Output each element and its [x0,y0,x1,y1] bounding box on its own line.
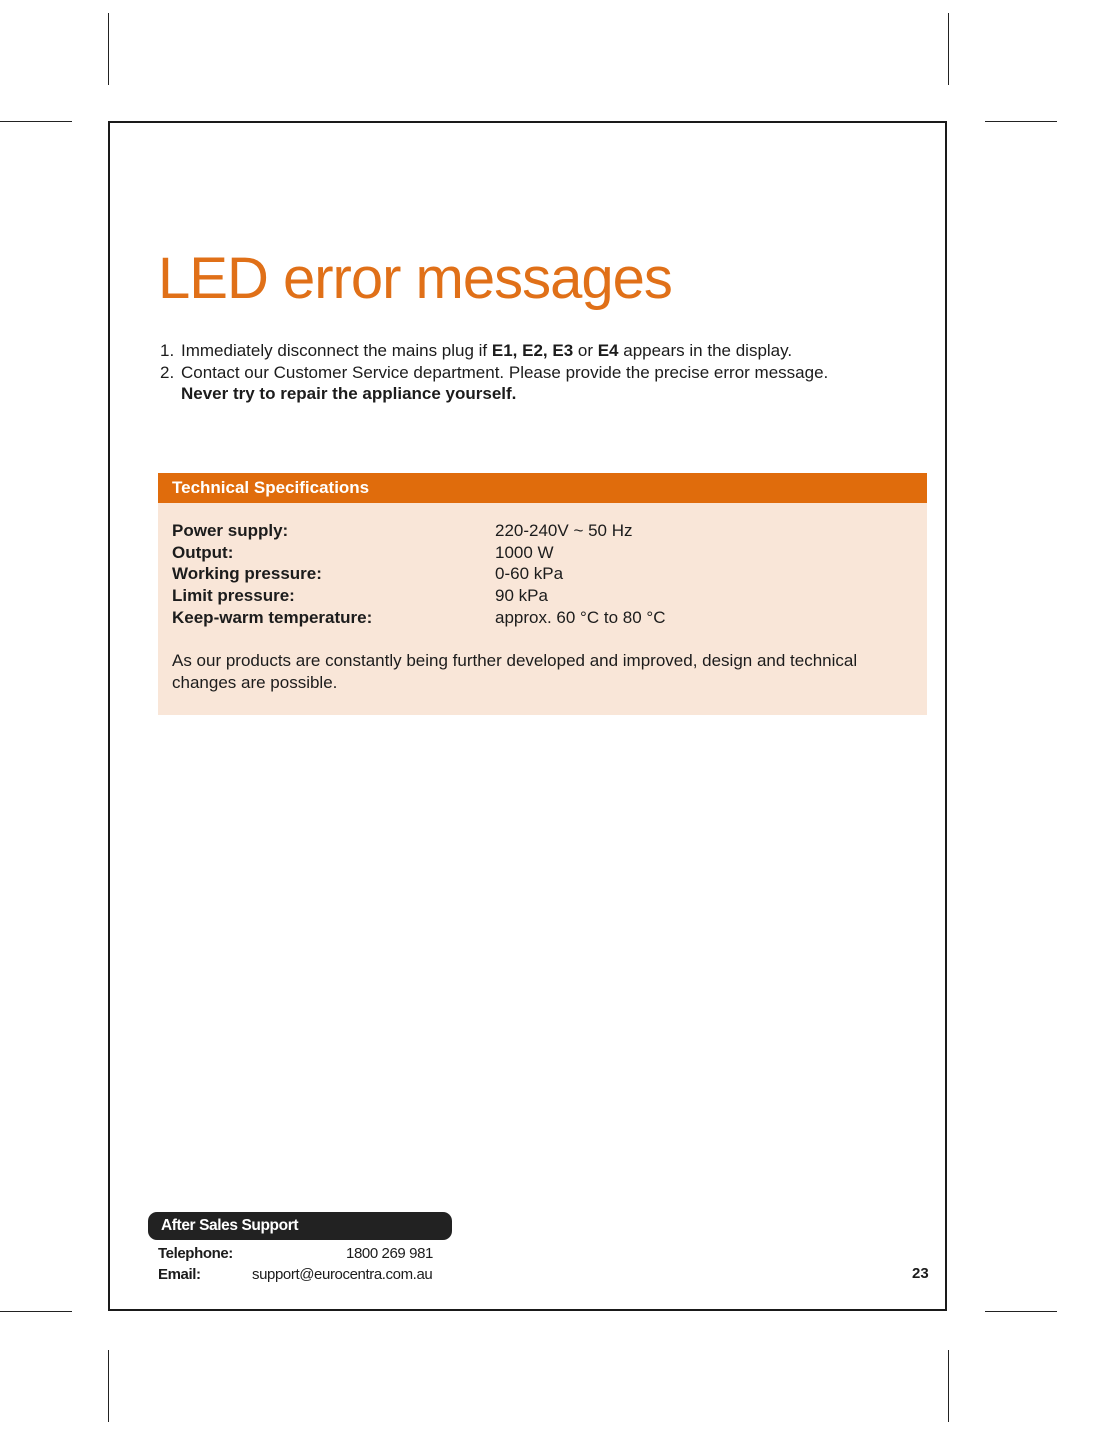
error-code: E4 [597,341,619,360]
instruction-number: 2. [160,362,175,382]
spec-row [172,585,665,607]
instruction-text: appears in the display. [618,341,793,360]
spec-value: 220-240V ~ 50 Hz [495,521,633,540]
spec-header: Technical Specifications [158,473,927,503]
crop-mark [108,13,109,85]
crop-mark [0,1311,72,1312]
page-title: LED error messages [158,246,672,311]
error-instructions-list [160,340,828,405]
instruction-item [160,362,828,405]
support-telephone [158,1245,433,1263]
repair-warning: Never try to repair the appliance yourself. [181,384,517,403]
telephone-label: Telephone: [158,1245,233,1262]
instruction-item [160,340,828,362]
spec-row [172,520,665,542]
instruction-text: Contact our Customer Service department. Please provide the precise error message. [181,362,829,382]
spec-value: 90 kPa [495,586,548,606]
email-value: support@eurocentra.com.au [252,1266,433,1283]
crop-mark [985,1311,1057,1312]
support-email [158,1266,433,1284]
crop-mark [0,121,72,122]
spec-note: As our products are constantly being further developed and improved, design and technical changes are possible. [172,651,858,692]
crop-mark [985,121,1057,122]
spec-value: approx. 60 °C to 80 °C [495,607,666,627]
spec-label: Keep-warm temperature: [172,607,373,627]
crop-mark [948,1350,949,1422]
instruction-text: or [573,341,598,360]
page-number: 23 [912,1265,929,1282]
spec-label: Working pressure: [172,564,322,584]
spec-row [172,542,665,564]
spec-label: Output: [172,542,234,562]
spec-value: 0-60 kPa [495,564,564,584]
crop-mark [948,13,949,85]
telephone-value: 1800 269 981 [346,1245,433,1262]
error-codes: E1, E2, E3 [491,341,574,360]
technical-specifications-panel [158,473,927,715]
after-sales-support-badge: After Sales Support [148,1212,452,1240]
spec-value: 1000 W [495,542,554,562]
instruction-number: 1. [160,341,175,360]
crop-mark [108,1350,109,1422]
instruction-text: Immediately disconnect the mains plug if [181,341,492,360]
email-label: Email: [158,1266,201,1283]
spec-row [172,563,665,585]
spec-label: Limit pressure: [172,586,295,606]
spec-label: Power supply: [172,521,289,540]
spec-table [172,520,665,629]
spec-row [172,607,665,629]
